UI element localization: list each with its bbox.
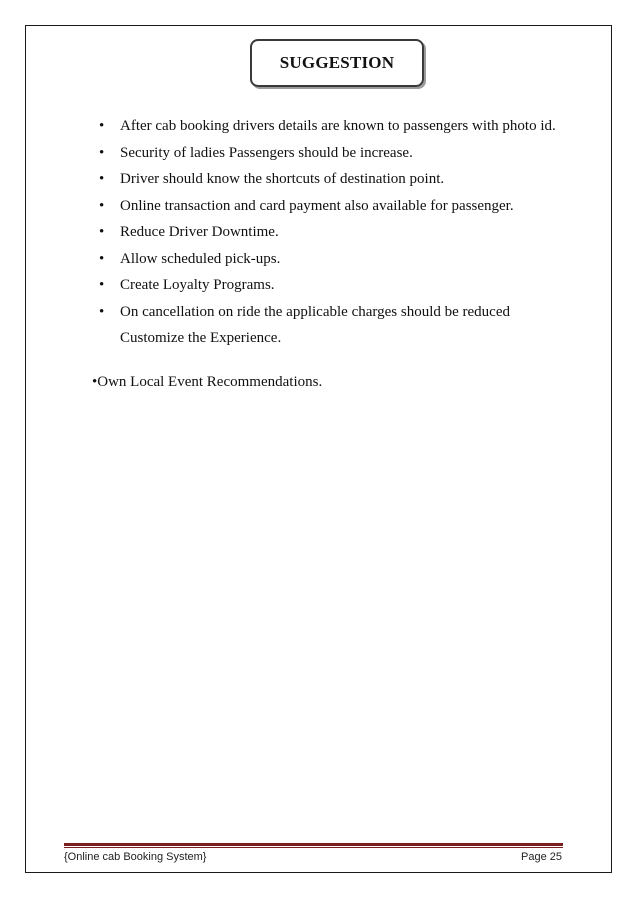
list-item (92, 246, 562, 273)
list-item-text: Allow scheduled pick-ups. (120, 250, 281, 267)
list-item-text: Driver should know the shortcuts of destination point. (120, 171, 445, 187)
list-item (92, 193, 562, 220)
list-item-text: Create Loyalty Programs. (120, 277, 275, 293)
bullet-icon: • (99, 224, 105, 240)
bullet-icon: • (99, 303, 105, 320)
list-item-text: On cancellation on ride the applicable charges should be reduced Customize the Experience. (120, 303, 510, 346)
bullet-icon: • (99, 118, 105, 134)
list-item (92, 272, 562, 299)
list-item-text: Security of ladies Passengers should be increase. (120, 144, 413, 161)
bullet-icon: • (99, 171, 105, 187)
footer-document-title: {Online cab Booking System} (64, 851, 207, 863)
list-item (92, 140, 562, 167)
list-item (92, 166, 562, 193)
bullet-icon: • (99, 144, 105, 161)
list-item-text: After cab booking drivers details are known to passengers with photo id. (120, 118, 556, 134)
list-item (92, 219, 562, 246)
list-item (92, 113, 562, 140)
footer-divider-thin (64, 847, 563, 848)
suggestion-list (92, 113, 562, 352)
list-item-text: Reduce Driver Downtime. (120, 224, 279, 240)
bullet-icon: • (99, 250, 105, 267)
bullet-icon: • (99, 197, 105, 214)
tail-list-item: •Own Local Event Recommendations. (92, 374, 323, 390)
page-title (250, 39, 424, 87)
footer-page-number: Page 25 (521, 851, 562, 863)
list-item-text: Online transaction and card payment also available for passenger. (120, 197, 514, 214)
page-title-text: SUGGESTION (279, 53, 395, 72)
bullet-icon: • (99, 277, 105, 293)
footer-divider (64, 843, 563, 846)
list-item (92, 299, 562, 352)
